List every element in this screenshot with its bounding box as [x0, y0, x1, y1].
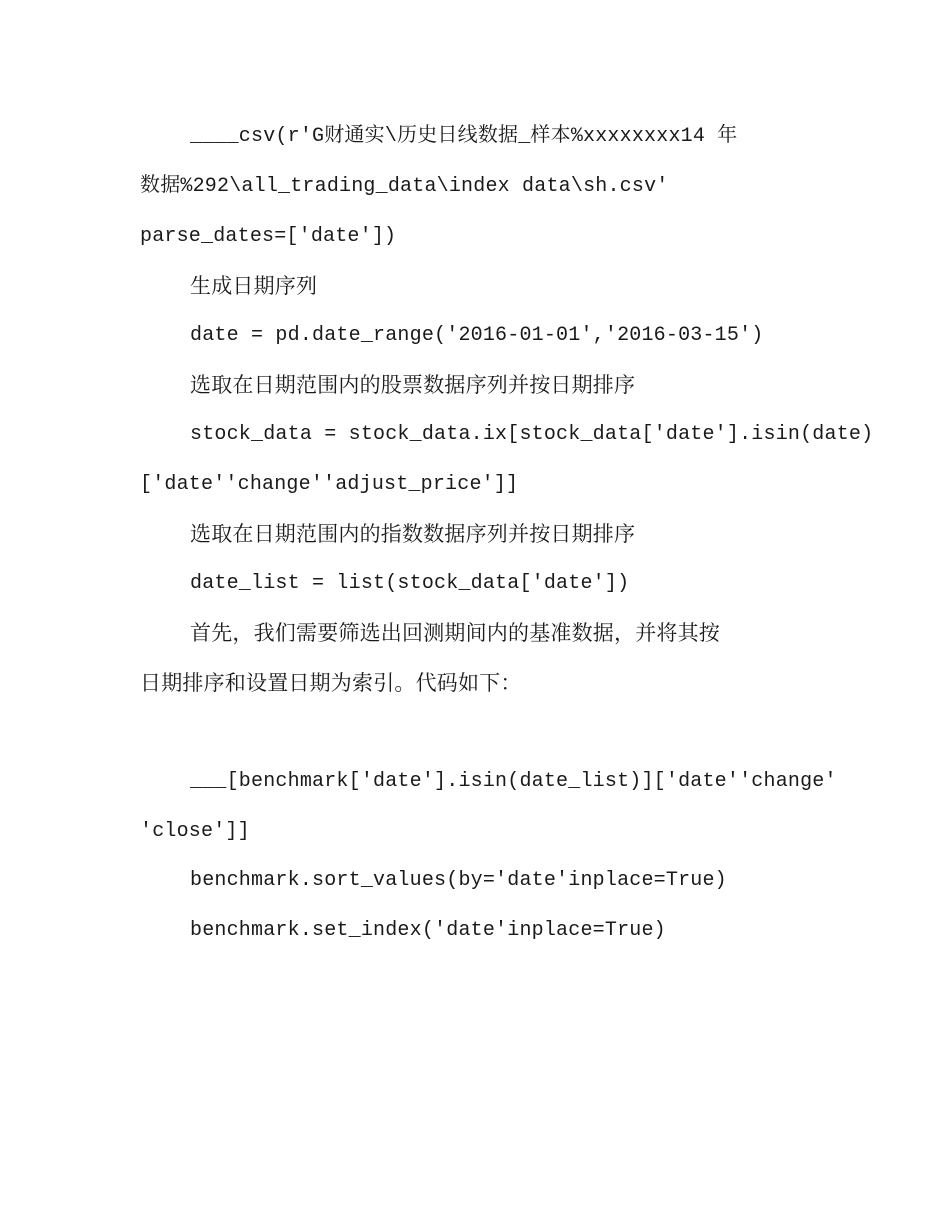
- code-line-date-list: date_list = list(stock_data['date']): [190, 572, 630, 595]
- comment-select-stock-data: 选取在日期范围内的股票数据序列并按日期排序: [190, 373, 636, 397]
- code-line-date-range: date = pd.date_range('2016-01-01','2016-03-15'): [190, 324, 764, 347]
- code-line-stock-data: stock_data = stock_data.ix[stock_data['date'].isin(date): [190, 423, 874, 446]
- code-line-benchmark-columns: 'close']]: [140, 820, 250, 843]
- code-line-sort-values: benchmark.sort_values(by='date'inplace=True): [190, 869, 727, 892]
- paragraph-benchmark-intro-cont: 日期排序和设置日期为索引。代码如下：: [140, 671, 522, 695]
- code-line-path: 数据%292\all_trading_data\index data\sh.csv': [140, 175, 669, 198]
- code-line-benchmark-filter: ___[benchmark['date'].isin(date_list)]['date''change': [190, 770, 837, 793]
- code-line-read-csv: ____csv(r'G财通实\历史日线数据_样本%xxxxxxxx14 年: [190, 125, 738, 148]
- comment-generate-dates: 生成日期序列: [190, 274, 318, 298]
- paragraph-benchmark-intro: 首先，我们需要筛选出回测期间内的基准数据，并将其按: [190, 621, 720, 645]
- code-line-stock-columns: ['date''change''adjust_price']]: [140, 473, 519, 496]
- code-line-parse-dates: parse_dates=['date']): [140, 225, 397, 248]
- comment-select-index-data: 选取在日期范围内的指数数据序列并按日期排序: [190, 522, 636, 546]
- code-line-set-index: benchmark.set_index('date'inplace=True): [190, 919, 666, 942]
